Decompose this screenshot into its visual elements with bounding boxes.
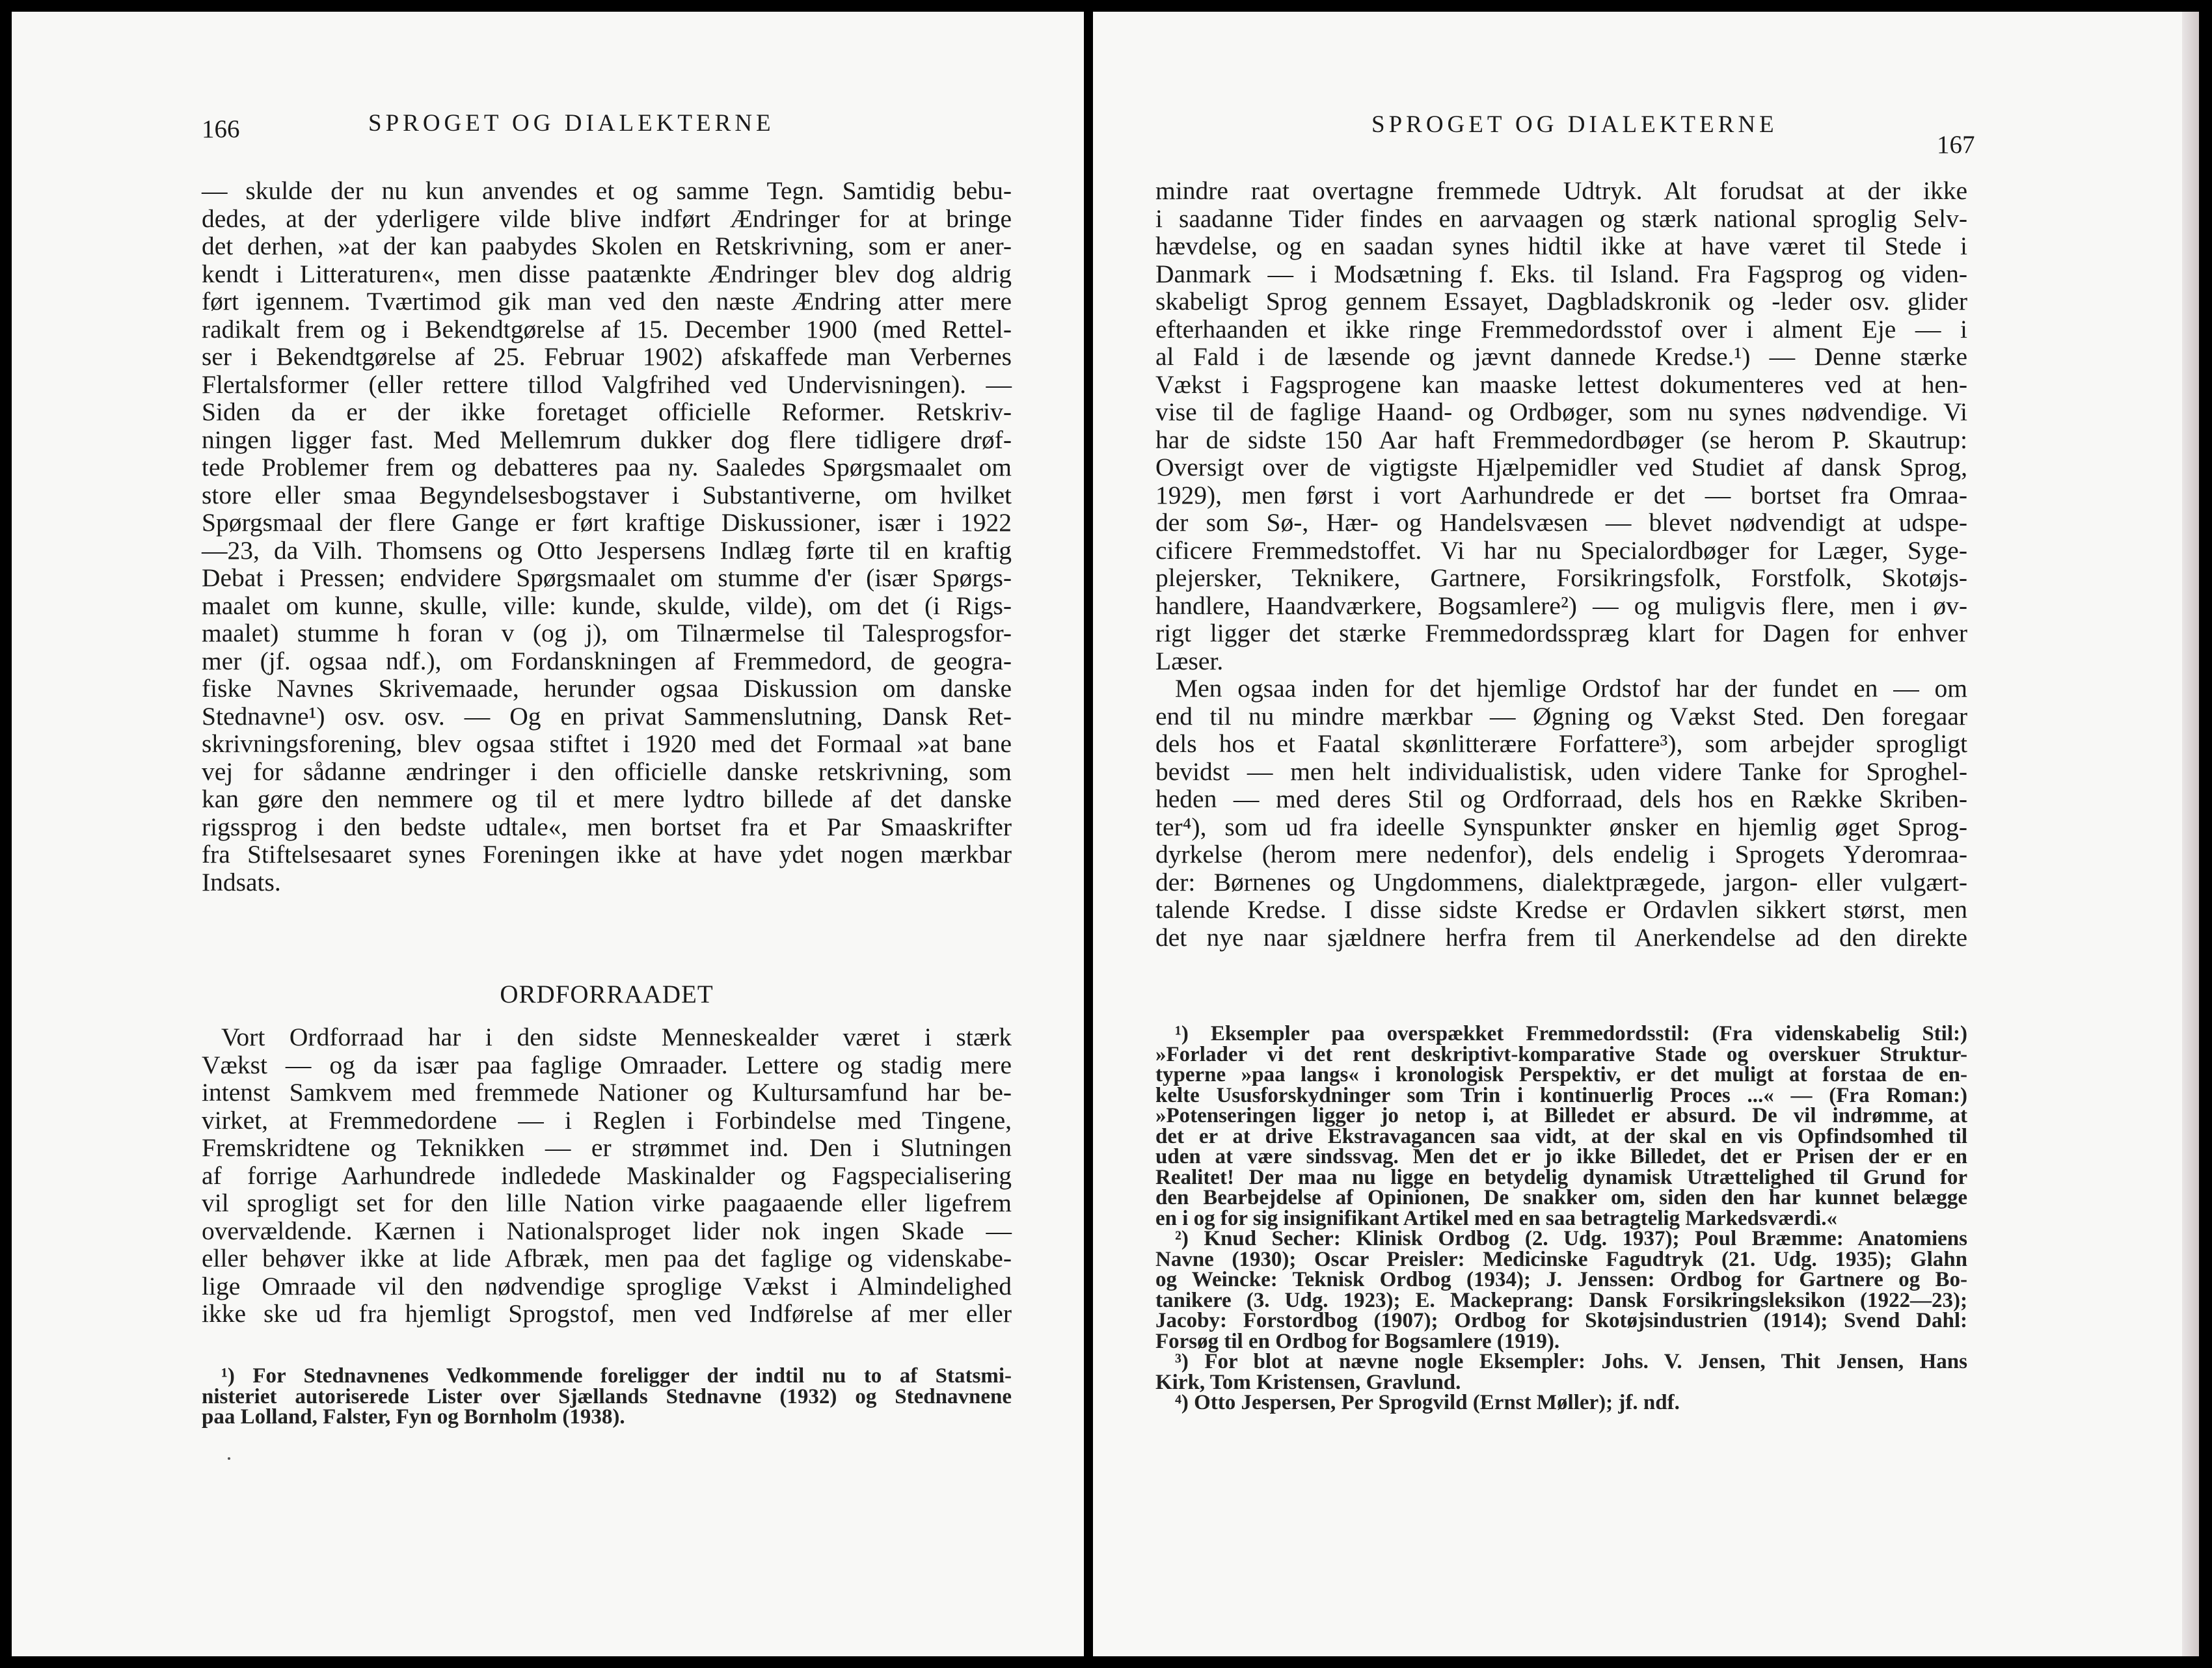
text-line: skrivningsforening, blev ogsaa stiftet i 1920 med det Formaal »at bane bbox=[202, 729, 1012, 758]
text-line: dedes, at der yderligere vilde blive indført Ændringer for at bringe bbox=[202, 204, 1012, 233]
text-line: dels hos et Faatal skønlitterære Forfattere³), som arbejder sprogligt bbox=[1155, 729, 1967, 758]
text-line: virket, at Fremmedordene — i Reglen i Forbindelse med Tingene, bbox=[202, 1105, 1012, 1135]
footnote-line: ¹) For Stednavnenes Vedkommende foreligger der indtil nu to af Statsmi- bbox=[221, 1364, 1012, 1388]
text-line: maalet) stumme h foran v (og j), om Tilnærmelse til Talesprogsfor- bbox=[202, 619, 1012, 647]
left-running-header bbox=[12, 109, 1084, 161]
footnote-line: ²) Knud Secher: Klinisk Ordbog (2. Udg. 1937); Poul Bræmme: Anatomiens bbox=[1175, 1227, 1967, 1250]
text-line: vise til de faglige Haand- og Ordbøger, som nu synes nødvendige. Vi bbox=[1155, 397, 1967, 426]
text-line: maalet om kunne, skulle, ville: kunde, skulde, vilde), om det (i Rigs- bbox=[202, 591, 1012, 620]
text-line: mer (jf. ogsaa ndf.), om Fordanskningen af Fremmedord, de geogra- bbox=[202, 646, 1012, 675]
text-line: kan gøre den nemmere og til et mere lydtro billede af det danske bbox=[202, 785, 1012, 813]
left-page bbox=[12, 12, 1084, 1656]
text-line: af forrige Aarhundrede indledede Maskinalder og Fagspecialisering bbox=[202, 1161, 1012, 1190]
text-line: Danmark — i Modsætning f. Eks. til Island. Fra Fagsprog og viden- bbox=[1155, 259, 1967, 288]
footnote-line: »Potenseringen ligger jo netop i, at Billedet er absurd. De vil indrømme, at bbox=[1155, 1104, 1967, 1127]
right-page-number: 167 bbox=[1937, 131, 1975, 159]
right-footnotes bbox=[1155, 1024, 1967, 1414]
text-line: der som Sø-, Hær- og Handelsvæsen — blevet nødvendigt at udspe- bbox=[1155, 508, 1967, 537]
footnote-line: Navne (1930); Oscar Preisler: Medicinske Fagudtryk (21. Udg. 1935); Glahn bbox=[1155, 1247, 1967, 1271]
text-line: ningen ligger fast. Med Mellemrum dukker dog flere tidligere drøf- bbox=[202, 425, 1012, 454]
text-line: rigt ligger det stærke Fremmedordsspræg klart for Dagen for enhver bbox=[1155, 619, 1967, 647]
text-line: tede Problemer frem og debatteres paa ny. Saaledes Spørgsmaalet om bbox=[202, 453, 1012, 481]
text-line: kendt i Litteraturen«, men disse paatænkte Ændringer blev dog aldrig bbox=[202, 259, 1012, 288]
text-line: ført igennem. Tværtimod gik man ved den næste Ændring atter mere bbox=[202, 287, 1012, 316]
text-line: Debat i Pressen; endvidere Spørgsmaalet om stumme d'er (især Spørgs- bbox=[202, 563, 1012, 592]
left-body-text bbox=[202, 177, 1012, 896]
text-line: cificere Fremmedstoffet. Vi har nu Specialordbøger for Læger, Syge- bbox=[1155, 535, 1967, 565]
text-line: lige Omraade vil den nødvendige sproglige Vækst i Almindelighed bbox=[202, 1271, 1012, 1300]
footnote-line: Jacoby: Forstordbog (1907); Ordbog for Skotøjsindustrien (1914); Svend Dahl: bbox=[1155, 1309, 1967, 1332]
text-line: end til nu mindre mærkbar — Øgning og Vækst Sted. Den foregaar bbox=[1155, 701, 1967, 731]
text-line: heden — med deres Stil og Ordforraad, dels hos en Række Skriben- bbox=[1155, 785, 1967, 813]
text-line: Men ogsaa inden for det hjemlige Ordstof har der fundet en — om bbox=[1175, 674, 1967, 703]
text-line: radikalt frem og i Bekendtgørelse af 15. December 1900 (med Rettel- bbox=[202, 314, 1012, 343]
text-line: Fremskridtene og Teknikken — er strømmet ind. Den i Slutningen bbox=[202, 1133, 1012, 1162]
text-line: det nye naar sjældnere herfra frem til Anerkendelse ad den direkte bbox=[1155, 922, 1967, 952]
text-line: efterhaanden et ikke ringe Fremmedordsstof over i alment Eje — i bbox=[1155, 314, 1967, 343]
right-page bbox=[1093, 12, 2199, 1656]
text-line: al Fald i de læsende og jævnt dannede Kredse.¹) — Denne stærke bbox=[1155, 342, 1967, 371]
text-line: dyrkelse (herom mere nedenfor), dels endelig i Sprogets Yderomraa- bbox=[1155, 840, 1967, 868]
text-line: ser i Bekendtgørelse af 25. Februar 1902) afskaffede man Verbernes bbox=[202, 342, 1012, 371]
section-body-text bbox=[202, 1023, 1012, 1328]
footnote-line: uden at være sindssvag. Men det er jo ikke Billedet, det er Prisen der er en bbox=[1155, 1145, 1967, 1168]
footnote-line: paa Lolland, Falster, Fyn og Bornholm (1938). bbox=[202, 1405, 625, 1429]
text-line: eller behøver ikke at lide Afbræk, men paa det faglige og videnskabe- bbox=[202, 1244, 1012, 1272]
left-page-number: 166 bbox=[202, 115, 240, 143]
footnote-line: »Forlader vi det rent deskriptivt-komparative Stade og overskuer Struktur- bbox=[1155, 1042, 1967, 1066]
footnote-line: ¹) Eksempler paa overspækket Fremmedordsstil: (Fra videnskabelig Stil:) bbox=[1175, 1022, 1967, 1045]
text-line: plejersker, Teknikere, Gartnere, Forsikringsfolk, Forstfolk, Skotøjs- bbox=[1155, 563, 1967, 592]
text-line: 1929), men først i vort Aarhundrede er det — bortset fra Omraa- bbox=[1155, 480, 1967, 509]
text-line: vej for sådanne ændringer i den officielle danske retskrivning, som bbox=[202, 757, 1012, 786]
text-line: store eller smaa Begyndelsesbogstaver i Substantiverne, om hvilket bbox=[202, 480, 1012, 509]
text-line: der: Børnenes og Ungdommens, dialektprægede, jargon- eller vulgært- bbox=[1155, 867, 1967, 896]
text-line: handlere, Haandværkere, Bogsamlere²) — og muligvis flere, men i øv- bbox=[1155, 591, 1967, 620]
text-line: hævdelse, og en saadan synes hidtil ikke at have været til Stede i bbox=[1155, 232, 1967, 260]
text-line: mindre raat overtagne fremmede Udtryk. Alt forudsat at der ikke bbox=[1155, 176, 1967, 205]
text-line: Stednavne¹) osv. osv. — Og en privat Sammenslutning, Dansk Ret- bbox=[202, 701, 1012, 731]
footnote-line: Forsøg til en Ordbog for Bogsamlere (1919). bbox=[1155, 1329, 1560, 1353]
right-running-header bbox=[1093, 109, 2199, 161]
footnote-line: nisteriet autoriserede Lister over Sjællands Stednavne (1932) og Stednavnene bbox=[202, 1384, 1012, 1408]
text-line: Flertalsformer (eller rettere tillod Valgfrihed ved Undervisningen). — bbox=[202, 370, 1012, 399]
text-line: overvældende. Kærnen i Nationalsproget lider nok ingen Skade — bbox=[202, 1216, 1012, 1245]
text-line: har de sidste 150 Aar haft Fremmedordbøger (se herom P. Skautrup: bbox=[1155, 425, 1967, 454]
text-line: vil sprogligt set for den lille Nation virke paagaaende eller ligefrem bbox=[202, 1189, 1012, 1217]
footnote-line: typerne »paa langs« i kronologisk Perspektiv, er det muligt at forstaa de en- bbox=[1155, 1063, 1967, 1086]
text-line: Oversigt over de vigtigste Hjælpemidler ved Studiet af dansk Sprog, bbox=[1155, 453, 1967, 481]
text-line: Vækst — og da især paa faglige Omraader. Lettere og stadig mere bbox=[202, 1050, 1012, 1079]
text-line: fiske Navnes Skrivemaade, herunder ogsaa Diskussion om danske bbox=[202, 674, 1012, 703]
text-line: skabeligt Sprog gennem Essayet, Dagbladskronik og -leder osv. glider bbox=[1155, 287, 1967, 316]
text-line: i saadanne Tider findes en aarvaagen og stærk national sproglig Selv- bbox=[1155, 204, 1967, 233]
text-line: — skulde der nu kun anvendes et og samme Tegn. Samtidig bebu- bbox=[202, 176, 1012, 205]
print-speck bbox=[228, 1457, 230, 1460]
left-running-head-title: SPROGET OG DIALEKTERNE bbox=[368, 110, 775, 137]
text-line: —23, da Vilh. Thomsens og Otto Jespersens Indlæg førte til en kraftig bbox=[202, 535, 1012, 565]
text-line: Siden da er der ikke foretaget officielle Reformer. Retskriv- bbox=[202, 397, 1012, 426]
text-line: Spørgsmaal der flere Gange er ført kraftige Diskussioner, især i 1922 bbox=[202, 508, 1012, 537]
text-line: talende Kredse. I disse sidste Kredse er Ordavlen sikkert størst, men bbox=[1155, 895, 1967, 924]
text-line: intenst Samkvem med fremmede Nationer og Kultursamfund har be- bbox=[202, 1078, 1012, 1107]
footnote-line: og Weincke: Teknisk Ordbog (1934); J. Jenssen: Ordbog for Gartnere og Bo- bbox=[1155, 1268, 1967, 1291]
footnote-line: en i og for sig insignifikant Artikel med en saa betragtelig Markedsværdi.« bbox=[1155, 1206, 1838, 1230]
text-line: ikke ske ud fra hjemligt Sprogstof, men ved Indførelse af mer eller bbox=[202, 1299, 1012, 1328]
footnote-line: ⁴) Otto Jespersen, Per Sprogvild (Ernst Møller); jf. ndf. bbox=[1175, 1391, 1680, 1414]
footnote-line: Kirk, Tom Kristensen, Gravlund. bbox=[1155, 1370, 1461, 1394]
footnote-line: det er at drive Ekstravagancen saa vidt, at der skal en vis Opfindsomhed til bbox=[1155, 1124, 1967, 1148]
right-body-text bbox=[1155, 177, 1967, 951]
footnote-line: kelte Ususforskydninger som Trin i kontinuerlig Proces ...« — (Fra Roman:) bbox=[1155, 1083, 1967, 1107]
footnote-line: tanikere (3. Udg. 1923); E. Mackeprang: Dansk Forsikringsleksikon (1922—23); bbox=[1155, 1288, 1967, 1312]
text-line: fra Stiftelsesaaret synes Foreningen ikke at have ydet nogen mærkbar bbox=[202, 840, 1012, 868]
text-line: ter⁴), som ud fra ideelle Synspunkter ønsker en hjemlig øget Sprog- bbox=[1155, 812, 1967, 841]
section-title-ordforraadet: ORDFORRAADET bbox=[500, 980, 714, 1008]
text-line: Vækst i Fagsprogene kan maaske lettest dokumenteres ved at hen- bbox=[1155, 370, 1967, 399]
footnote-line: den Bearbejdelse af Opinionen, De snakker om, siden den har kunnet belægge bbox=[1155, 1186, 1967, 1209]
right-running-head-title: SPROGET OG DIALEKTERNE bbox=[1371, 111, 1778, 138]
footnote-line: Realitet! Der maa nu ligge en betydelig dynamisk Utrættelighed til Grund for bbox=[1155, 1165, 1967, 1189]
book-page-edge bbox=[2182, 12, 2199, 1656]
text-line: det derhen, »at der kan paabydes Skolen en Retskrivning, som er aner- bbox=[202, 232, 1012, 260]
footnote-line: ³) For blot at nævne nogle Eksempler: Johs. V. Jensen, Thit Jensen, Hans bbox=[1175, 1350, 1967, 1373]
left-footnotes bbox=[202, 1366, 1012, 1428]
text-line: bevidst — men helt individualistisk, uden videre Tanke for Sproghel- bbox=[1155, 757, 1967, 786]
text-line: rigssprog i den bedste udtale«, men bortset fra et Par Smaaskrifter bbox=[202, 812, 1012, 841]
text-line: Vort Ordforraad har i den sidste Menneskealder været i stærk bbox=[221, 1023, 1012, 1051]
text-line: Indsats. bbox=[202, 867, 281, 896]
text-line: Læser. bbox=[1155, 646, 1224, 675]
